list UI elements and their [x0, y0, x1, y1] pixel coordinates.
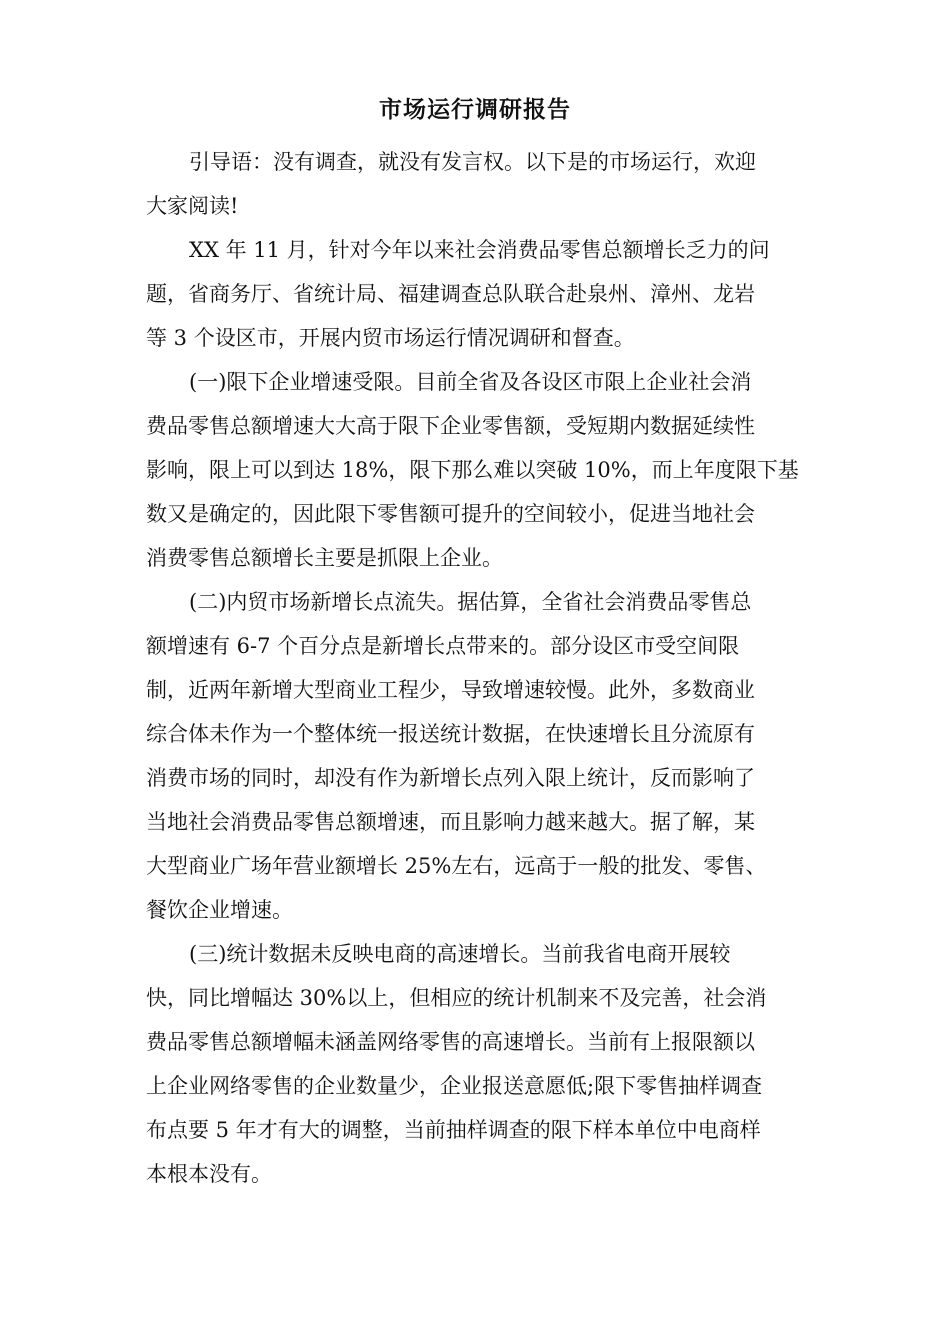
text-line: 数又是确定的，因此限下零售额可提升的空间较小，促进当地社会	[146, 502, 755, 526]
paragraph-section-2	[146, 580, 806, 932]
text-line: (一)限下企业增速受限。目前全省及各设区市限上企业社会消	[189, 370, 752, 394]
text-line: (二)内贸市场新增长点流失。据估算，全省社会消费品零售总	[189, 590, 752, 614]
text-line: 上企业网络零售的企业数量少，企业报送意愿低;限下零售抽样调查	[146, 1074, 763, 1098]
paragraph-section-3	[146, 932, 806, 1196]
text-line: 快，同比增幅达 30%以上，但相应的统计机制来不及完善，社会消	[146, 986, 767, 1010]
text-line: 费品零售总额增速大大高于限下企业零售额，受短期内数据延续性	[146, 414, 755, 438]
paragraph-section-1	[146, 360, 806, 580]
text-line: 题，省商务厅、省统计局、福建调查总队联合赴泉州、漳州、龙岩	[146, 282, 755, 306]
text-line: 等 3 个设区市，开展内贸市场运行情况调研和督查。	[146, 326, 635, 350]
text-line: 大家阅读!	[146, 194, 239, 218]
text-line: 消费零售总额增长主要是抓限上企业。	[146, 546, 503, 570]
paragraph-intro	[146, 140, 806, 228]
text-line: 影响，限上可以到达 18%，限下那么难以突破 10%，而上年度限下基	[146, 458, 799, 482]
text-line: 制，近两年新增大型商业工程少，导致增速较慢。此外，多数商业	[146, 678, 755, 702]
text-line: 布点要 5 年才有大的调整，当前抽样调查的限下样本单位中电商样	[146, 1118, 761, 1142]
text-line: 当地社会消费品零售总额增速，而且影响力越来越大。据了解，某	[146, 810, 755, 834]
text-line: 引导语：没有调查，就没有发言权。以下是的市场运行，欢迎	[189, 150, 756, 174]
text-line: 大型商业广场年营业额增长 25%左右，远高于一般的批发、零售、	[146, 854, 767, 878]
document-title: 市场运行调研报告	[379, 96, 571, 123]
paragraph-background	[146, 228, 806, 360]
text-line: 费品零售总额增幅未涵盖网络零售的高速增长。当前有上报限额以	[146, 1030, 755, 1054]
text-line: XX 年 11 月，针对今年以来社会消费品零售总额增长乏力的问	[189, 238, 770, 262]
text-line: 综合体未作为一个整体统一报送统计数据，在快速增长且分流原有	[146, 722, 755, 746]
text-line: 本根本没有。	[146, 1162, 272, 1186]
text-line: 消费市场的同时，却没有作为新增长点列入限上统计，反而影响了	[146, 766, 755, 790]
text-line: (三)统计数据未反映电商的高速增长。当前我省电商开展较	[189, 942, 731, 966]
text-line: 餐饮企业增速。	[146, 898, 293, 922]
text-line: 额增速有 6-7 个百分点是新增长点带来的。部分设区市受空间限	[146, 634, 740, 658]
